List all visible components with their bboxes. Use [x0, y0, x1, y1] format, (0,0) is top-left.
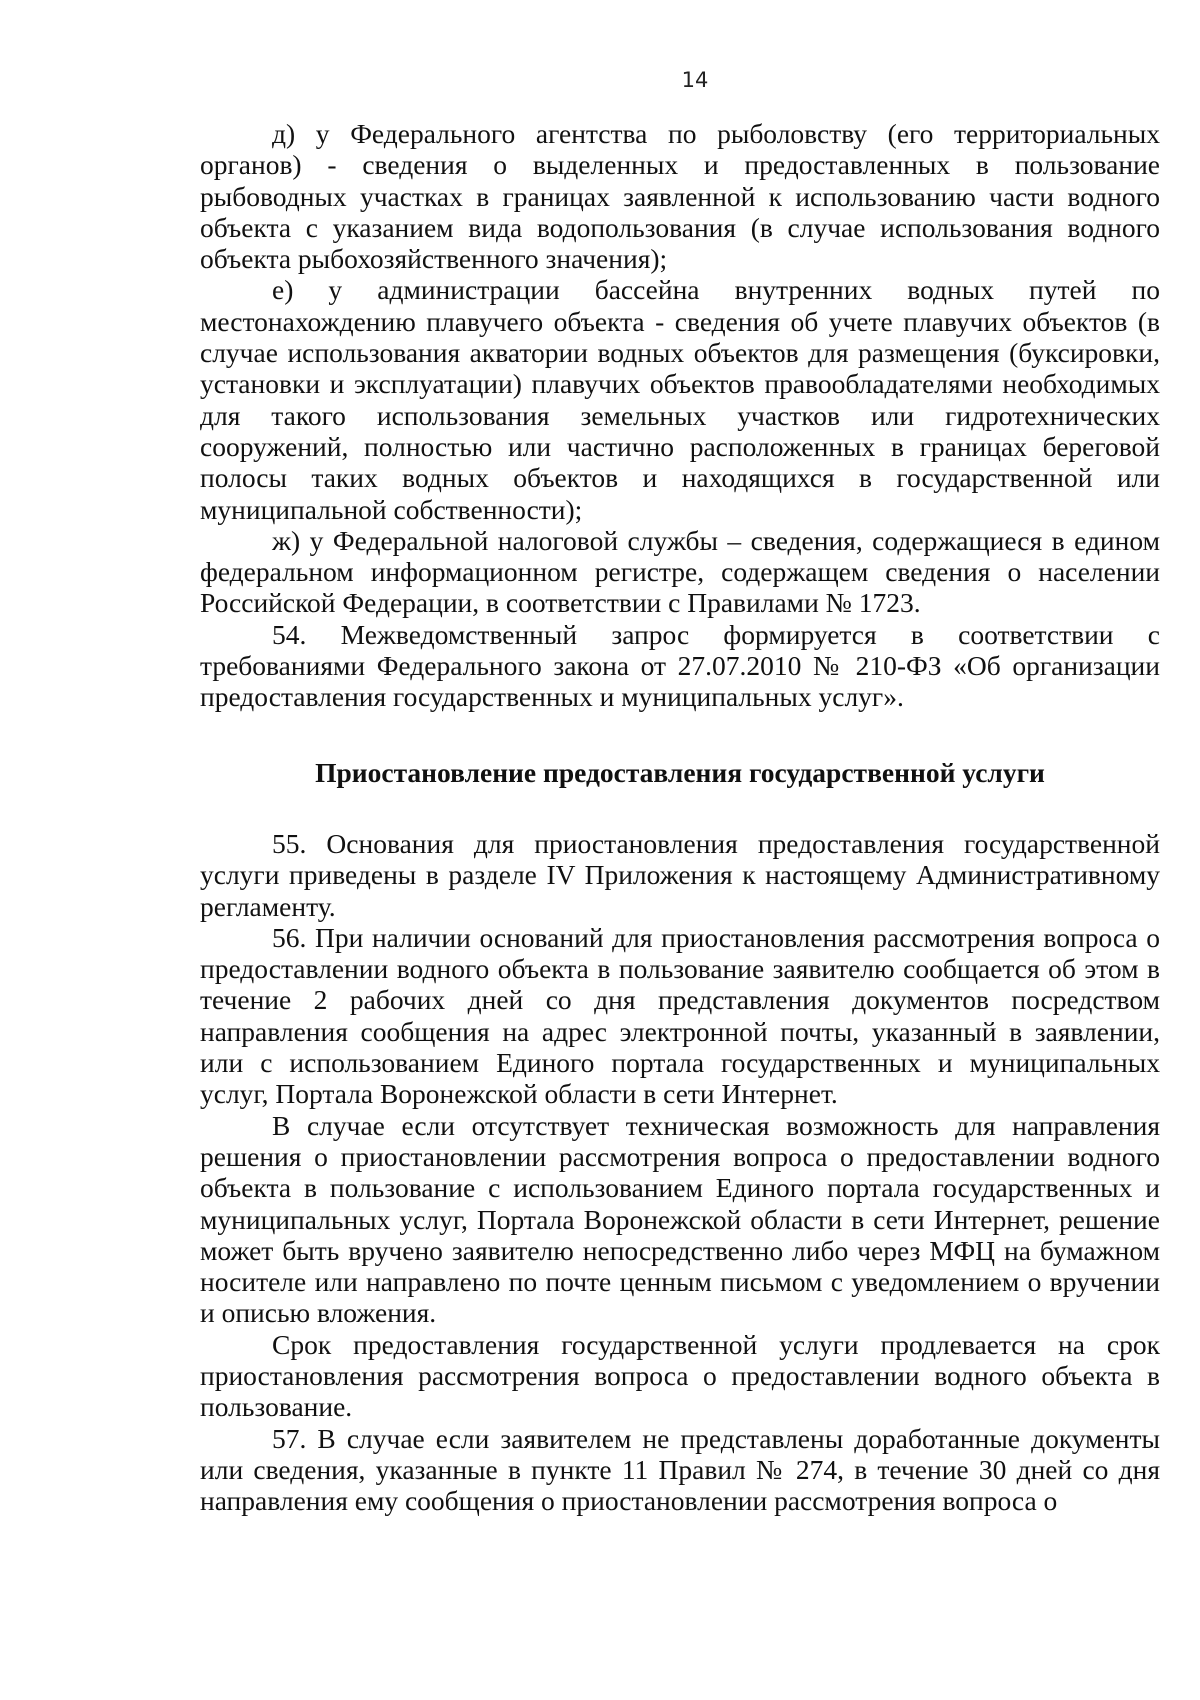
paragraph-56: 56. При наличии оснований для приостановления рассмотрения вопроса о предоставлении водного объекта в пользование заявителю сообщается об этом в течение 2 рабочих дней со дня представления документов посредством направления сообщения на адрес электронной почты, указанный в заявлении, или с использованием Единого портала государственных и муниципальных услуг, Портала Воронежской области в сети Интернет. [200, 921, 1160, 1110]
paragraph-54: 54. Межведомственный запрос формируется в соответствии с требованиями Федерального закона от 27.07.2010 № 210-ФЗ «Об организации предоставления государственных и муниципальных услуг». [200, 618, 1160, 713]
document-body [200, 118, 1160, 1516]
paragraph-55: 55. Основания для приостановления предоставления государственной услуги приведены в разделе IV Приложения к настоящему Административному регламенту. [200, 827, 1160, 922]
paragraph-zh: ж) у Федеральной налоговой службы – сведения, содержащиеся в едином федеральном информационном регистре, содержащем сведения о населении Российской Федерации, в соответствии с Правилами № 1723. [200, 524, 1160, 619]
paragraph-56-cont: В случае если отсутствует техническая возможность для направления решения о приостановлении рассмотрения вопроса о предоставлении водного объекта в пользование с использованием Единого портала государственных и муниципальных услуг, Портала Воронежской области в сети Интернет, решение может быть вручено заявителю непосредственно либо через МФЦ на бумажном носителе или направлено по почте ценным письмом с уведомлением о вручении и описью вложения. [200, 1109, 1160, 1329]
page-number: 14 [681, 68, 709, 92]
paragraph-e: е) у администрации бассейна внутренних водных путей по местонахождению плавучего объекта - сведения об учете плавучих объектов (в случае использования акватории водных объектов для размещения (буксировки, установки и эксплуатации) плавучих объектов правообладателями необходимых для такого использования земельных участков или гидротехнических сооружений, полностью или частично расположенных в границах береговой полосы таких водных объектов и находящихся в государственной или муниципальной собственности); [200, 274, 1160, 525]
section-heading: Приостановление предоставления государственной услуги [315, 756, 1045, 788]
paragraph-term-extension: Срок предоставления государственной услуги продлевается на срок приостановления рассмотрения вопроса о предоставлении водного объекта в пользование. [200, 1328, 1160, 1423]
paragraph-d: д) у Федерального агентства по рыболовству (его территориальных органов) - сведения о выделенных и предоставленных в пользование рыбоводных участках в границах заявленной к использованию части водного объекта с указанием вида водопользования (в случае использования водного объекта рыбохозяйственного значения); [200, 118, 1160, 275]
paragraph-57: 57. В случае если заявителем не представлены доработанные документы или сведения, указанные в пункте 11 Правил № 274, в течение 30 дней со дня направления ему сообщения о приостановлении рассмотрения вопроса о [200, 1422, 1160, 1517]
